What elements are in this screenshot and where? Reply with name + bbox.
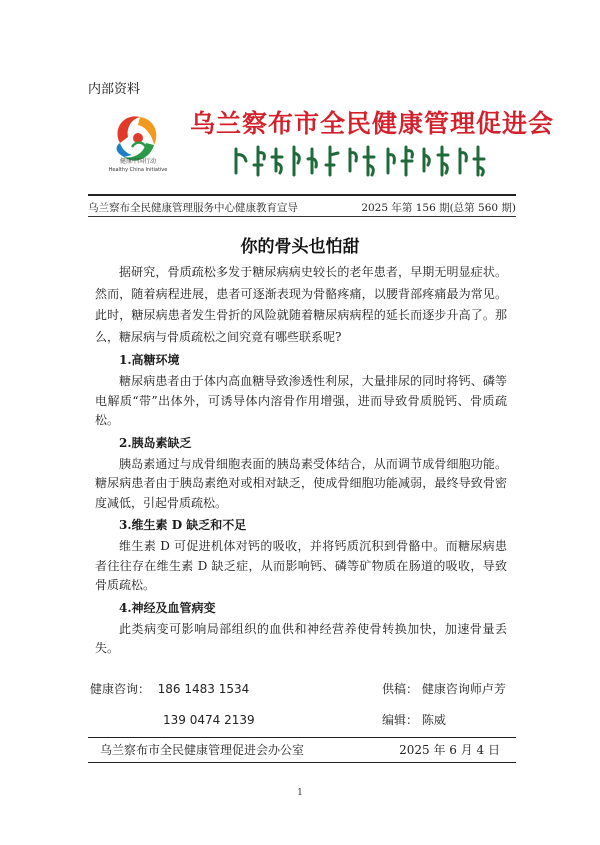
section-paragraph: 胰岛素通过与成骨细胞表面的胰岛素受体结合，从而调节成骨细胞功能。糖尿病患者由于胰岛素绝对或相对缺乏，使成骨细胞功能减弱，最终导致骨密度减低，引起骨质疏松。 <box>95 456 507 510</box>
section-heading: 3.维生素 D 缺乏和不足 <box>119 518 247 532</box>
phone-number-2: 139 0474 2139 <box>163 713 255 727</box>
issue-subtitle <box>88 200 516 215</box>
contact-row <box>90 679 514 710</box>
section-heading: 1.高糖环境 <box>119 353 180 367</box>
issuing-office: 乌兰察布市全民健康管理促进会办公室 <box>100 743 305 757</box>
logo-caption <box>98 158 178 174</box>
issue-publisher: 乌兰察布全民健康管理服务中心健康教育宣导 <box>88 202 298 214</box>
section-paragraph: 糖尿病患者由于体内高血糖导致渗透性利尿，大量排尿的同时将钙、磷等电解质“带”出体外，可诱导体内溶骨作用增强，进而导致骨质脱钙、骨质疏松。 <box>95 374 507 427</box>
organization-title: 乌兰察布市全民健康管理促进会 <box>190 109 555 138</box>
article-body <box>95 262 507 659</box>
footer-rule-top <box>88 737 516 738</box>
mongolian-script-title <box>232 143 494 179</box>
subtitle-rule <box>88 216 516 217</box>
page-number: 1 <box>297 788 303 798</box>
provider-credit: 供稿： 健康咨询师卢芳 <box>382 682 506 696</box>
internal-material-label: 内部资料 <box>88 82 141 97</box>
section-heading: 2.胰岛素缺乏 <box>119 435 192 450</box>
section-paragraph: 此类病变可影响局部组织的血供和神经营养使骨转换加快，加速骨量丢失。 <box>95 621 507 655</box>
section-heading: 4.神经及血管病变 <box>119 600 216 615</box>
editor-credit: 编辑： 陈威 <box>382 713 446 727</box>
contact-block <box>90 679 514 741</box>
issue-number: 2025 年第 156 期(总第 560 期) <box>361 202 516 214</box>
footer <box>100 741 500 758</box>
logo-caption-cn: 健康中国行动 <box>119 158 156 165</box>
phone-label: 健康咨询： <box>90 682 151 696</box>
phone-number-1: 186 1483 1534 <box>157 682 250 696</box>
logo-caption-en: Healthy China Initiative <box>108 167 168 173</box>
article-title: 你的骨头也怕甜 <box>240 237 360 257</box>
issue-date: 2025 年 6 月 4 日 <box>399 743 500 757</box>
phone-line-1 <box>90 679 249 710</box>
section-paragraph: 维生素 D 可促进机体对钙的吸收，并将钙质沉积到骨骼中。而糖尿病患者往往存在维生素 D 缺乏症，从而影响钙、磷等矿物质在肠道的吸收，导致骨质疏松。 <box>95 539 507 592</box>
intro-paragraph: 据研究，骨质疏松多发于糖尿病病史较长的老年患者，早期无明显症状。然而，随着病程进展，患者可逐渐表现为骨骼疼痛，以腰背部疼痛最为常见。此时，糖尿病患者发生骨折的风险就随着糖尿病病程的延长而逐步升高了。那么，糖尿病与骨质疏松之间究竟有哪些联系呢? <box>95 265 507 344</box>
header-rule <box>88 194 516 196</box>
footer-rule-bottom <box>88 762 516 763</box>
